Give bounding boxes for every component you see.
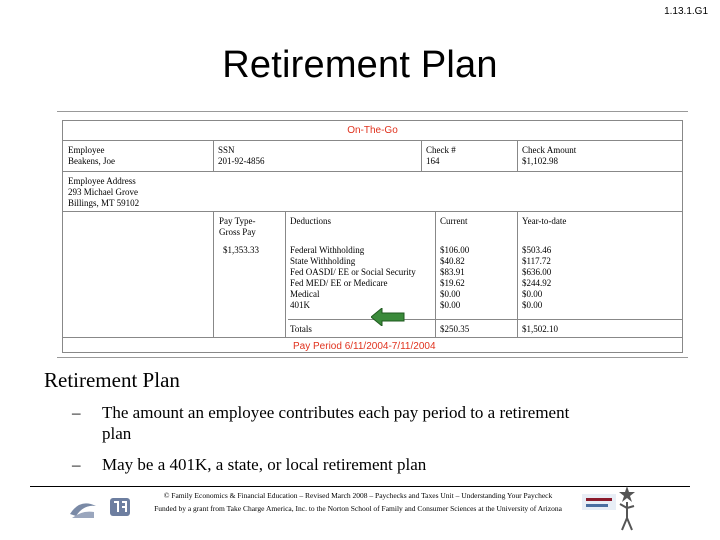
- deduction-ytd: $244.92: [522, 278, 552, 288]
- totals-current: $250.35: [440, 324, 470, 334]
- totals-ytd: $1,502.10: [522, 324, 558, 334]
- pay-type-label: Pay Type-: [219, 216, 256, 226]
- deduction-current: $19.62: [440, 278, 465, 288]
- pay-period: Pay Period 6/11/2004-7/11/2004: [293, 341, 436, 352]
- deduction-name: State Withholding: [290, 256, 356, 266]
- check-number: 164: [426, 156, 440, 166]
- deduction-name: Fed MED/ EE or Medicare: [290, 278, 388, 288]
- deduction-current: $0.00: [440, 300, 461, 310]
- deduction-current: $0.00: [440, 289, 461, 299]
- deduction-current: $40.82: [440, 256, 465, 266]
- paystub-image: [57, 111, 688, 358]
- deduction-name: 401K: [290, 300, 310, 310]
- current-label: Current: [440, 216, 468, 226]
- address-label: Employee Address: [68, 176, 136, 186]
- gross-pay-label: Gross Pay: [219, 227, 256, 237]
- deduction-name: Fed OASDI/ EE or Social Security: [290, 267, 416, 277]
- deduction-ytd: $117.72: [522, 256, 551, 266]
- grid-line: [421, 140, 422, 171]
- ytd-label: Year-to-date: [522, 216, 567, 226]
- left-arrow-icon: [371, 308, 405, 326]
- grid-line: [285, 211, 286, 337]
- deduction-ytd: $0.00: [522, 289, 543, 299]
- star-figure-icon: [616, 484, 638, 534]
- company-name: On-The-Go: [347, 125, 398, 136]
- grid-line: [213, 211, 214, 337]
- deduction-ytd: $503.46: [522, 245, 552, 255]
- check-number-label: Check #: [426, 145, 456, 155]
- grid-line: [517, 140, 518, 171]
- address-line-1: 293 Michael Grove: [68, 187, 138, 197]
- deduction-ytd: $636.00: [522, 267, 552, 277]
- slide-id: 1.13.1.G1: [664, 6, 708, 17]
- footer-line: © Family Economics & Financial Education – Revised March 2008 – Paychecks and Taxes Unit – Understanding Your Paycheck: [163, 491, 553, 500]
- bullet-text-line: The amount an employee contributes each pay period to a retirement: [102, 403, 570, 422]
- address-line-2: Billings, MT 59102: [68, 198, 140, 208]
- deduction-name: Medical: [290, 289, 320, 299]
- bullet-dash: –: [72, 403, 81, 422]
- deduction-name: Federal Withholding: [290, 245, 365, 255]
- bullet-text-line: May be a 401K, a state, or local retirement plan: [102, 455, 427, 474]
- deduction-ytd: $0.00: [522, 300, 543, 310]
- check-amount-label: Check Amount: [522, 145, 577, 155]
- footer-text: [138, 489, 578, 515]
- footer-line: Funded by a grant from Take Charge America, Inc. to the Norton School of Family and Consumer Sciences at the University of Arizona: [154, 504, 562, 513]
- grid-line: [63, 211, 682, 212]
- deduction-current: $83.91: [440, 267, 465, 277]
- grid-line: [288, 319, 682, 320]
- grid-line: [213, 140, 214, 171]
- paystub: [62, 120, 683, 353]
- bullet-dash: –: [72, 455, 81, 474]
- section-heading: Retirement Plan: [44, 368, 180, 392]
- employee-label: Employee: [68, 145, 105, 155]
- deductions-label: Deductions: [290, 216, 331, 226]
- take-charge-america-logo: [66, 492, 132, 520]
- footer-divider: [30, 486, 690, 487]
- slide-title: Retirement Plan: [222, 44, 498, 86]
- grid-line: [63, 140, 682, 141]
- grid-line: [517, 211, 518, 337]
- ssn-value: 201-92-4856: [218, 156, 265, 166]
- check-amount: $1,102.98: [522, 156, 558, 166]
- grid-line: [435, 211, 436, 337]
- bullet-text-line: plan: [102, 424, 132, 443]
- grid-line: [63, 171, 682, 172]
- totals-label: Totals: [290, 324, 312, 334]
- employee-name: Beakens, Joe: [68, 156, 115, 166]
- deduction-current: $106.00: [440, 245, 470, 255]
- ssn-label: SSN: [218, 145, 235, 155]
- grid-line: [63, 337, 682, 338]
- gross-pay: $1,353.33: [223, 245, 259, 255]
